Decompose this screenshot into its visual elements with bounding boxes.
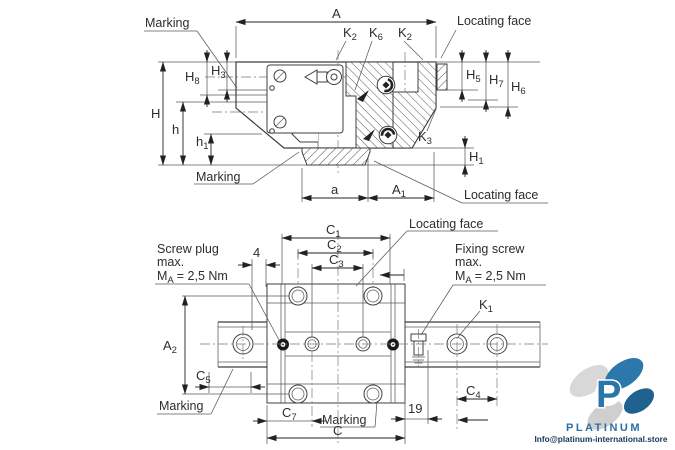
rail-left <box>218 322 267 367</box>
watermark-logo <box>534 352 667 444</box>
dim-label-H6: $H_6$ <box>511 79 526 97</box>
dim-label-K2-right: $K_2$ <box>398 25 412 43</box>
lube-port-plug-icon <box>387 339 399 351</box>
marking-label-bottom: Marking <box>196 170 241 184</box>
fixing-screw-label-line2: max. <box>455 255 483 269</box>
dim-label-C5: $C_5$ <box>196 368 211 386</box>
dim-label-C2: $C_2$ <box>327 237 342 255</box>
dim-label-H1: $H_1$ <box>469 149 484 167</box>
carriage-plan <box>267 284 405 403</box>
dim-label-K2-left: $K_2$ <box>343 25 357 43</box>
fixing-screw-label-line1: Fixing screw <box>455 242 525 256</box>
watermark-email: Info@platinum-international.store <box>534 434 668 444</box>
dim-label-H8: $H_8$ <box>185 69 200 87</box>
marking-label-top: Marking <box>145 16 190 30</box>
plan-view <box>155 217 548 444</box>
dim-label-H: H <box>151 106 161 121</box>
fixing-screw-torque: $M_A = 2,5$ Nm <box>455 269 526 286</box>
locating-face-label-plan: Locating face <box>409 217 484 231</box>
dim-label-4: 4 <box>253 245 261 260</box>
dim-label-H3: $H_3$ <box>211 63 226 81</box>
locating-face-label-top: Locating face <box>457 14 532 28</box>
dim-label-K1: $K_1$ <box>479 297 493 315</box>
end-plate <box>267 65 343 133</box>
screw-plug-label-line1: Screw plug <box>157 242 219 256</box>
dim-label-C3: $C_3$ <box>329 252 344 270</box>
dim-label-h1: $h_1$ <box>196 134 209 152</box>
marking-label-plan-bottom: Marking <box>322 413 367 427</box>
platinum-p-glyph: P <box>596 374 622 416</box>
front-view <box>144 6 548 203</box>
dim-label-C7: $C_7$ <box>282 405 297 423</box>
dim-label-H7: $H_7$ <box>489 72 504 90</box>
dim-label-C4: $C_4$ <box>466 383 481 401</box>
marking-label-plan-left: Marking <box>159 399 204 413</box>
dim-label-A2: $A_2$ <box>163 338 177 356</box>
dim-label-K3: $K_3$ <box>418 129 432 147</box>
dim-label-C: C <box>333 423 343 438</box>
dim-label-A: A <box>332 6 341 21</box>
rail-foot-section <box>302 148 370 165</box>
lube-port-plug-icon <box>277 339 289 351</box>
dim-label-A1: $A_1$ <box>392 182 406 200</box>
dim-label-h: h <box>172 122 180 137</box>
watermark-brand: PLATINUM <box>565 422 643 434</box>
locating-face-shoulder <box>437 64 447 90</box>
dim-label-19: 19 <box>408 401 423 416</box>
dim-label-H5: $H_5$ <box>466 67 481 85</box>
dim-label-C1: $C_1$ <box>326 222 341 240</box>
locating-face-label-bottom: Locating face <box>464 188 539 202</box>
dim-label-a: a <box>331 182 339 197</box>
screw-plug-label-line2: max. <box>157 255 185 269</box>
dim-label-K6: $K_6$ <box>369 25 383 43</box>
screw-plug-torque: $M_A = 2,5$ Nm <box>157 269 228 286</box>
